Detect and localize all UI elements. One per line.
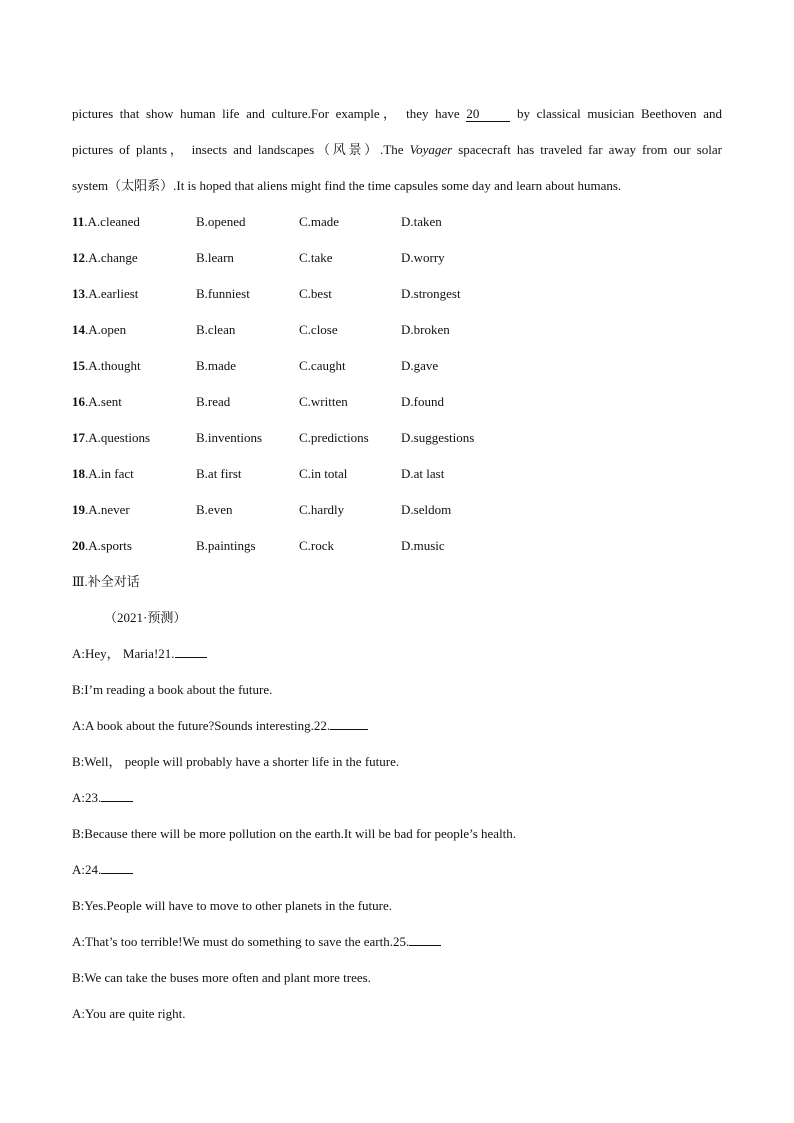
question-number: 18 bbox=[72, 466, 85, 481]
question-number: 11 bbox=[72, 214, 85, 229]
dialogue-line bbox=[72, 672, 722, 708]
passage-line-2 bbox=[72, 132, 722, 168]
option-c: C.hardly bbox=[299, 502, 345, 517]
dialogue-line bbox=[72, 636, 722, 672]
dialogue-line bbox=[72, 744, 722, 780]
option-a bbox=[72, 240, 138, 276]
option-a bbox=[72, 276, 138, 312]
option-b: B.learn bbox=[196, 250, 234, 265]
question-number: 15 bbox=[72, 358, 85, 373]
option-d: D.at last bbox=[401, 466, 445, 481]
option-a bbox=[72, 492, 130, 528]
dialogue-text: A:24. bbox=[72, 862, 102, 877]
dialogue-line bbox=[72, 852, 722, 888]
option-a-text: .A.open bbox=[85, 322, 127, 337]
answer-blank bbox=[409, 935, 441, 946]
option-d: D.strongest bbox=[401, 286, 461, 301]
option-c: C.close bbox=[299, 322, 338, 337]
option-d: D.taken bbox=[401, 214, 442, 229]
dialogue-text: B:Well， people will probably have a shorter life in the future. bbox=[72, 754, 400, 769]
question-row bbox=[72, 456, 712, 492]
question-number: 12 bbox=[72, 250, 85, 265]
option-b: B.paintings bbox=[196, 538, 256, 553]
dialogue-text: A:That’s too terrible!We must do something to save the earth.25. bbox=[72, 934, 410, 949]
dialogue-text: A:Hey， Maria!21. bbox=[72, 646, 175, 661]
question-row bbox=[72, 348, 712, 384]
dialogue-line bbox=[72, 708, 722, 744]
option-c: C.caught bbox=[299, 358, 346, 373]
voyager-italic-text: Voyager bbox=[409, 142, 453, 157]
answer-blank bbox=[175, 647, 207, 658]
option-c: C.in total bbox=[299, 466, 348, 481]
option-a-text: .A.change bbox=[85, 250, 138, 265]
option-c: C.predictions bbox=[299, 430, 369, 445]
option-a bbox=[72, 312, 126, 348]
question-number: 13 bbox=[72, 286, 85, 301]
option-a bbox=[72, 348, 141, 384]
passage-text: pictures of plants， insects and landscapes（风景）.The bbox=[72, 142, 410, 157]
option-c: C.made bbox=[299, 214, 340, 229]
question-row bbox=[72, 276, 712, 312]
question-number: 16 bbox=[72, 394, 85, 409]
option-d: D.worry bbox=[401, 250, 445, 265]
dialogue-text: B:Because there will be more pollution on the earth.It will be bad for people’s health. bbox=[72, 826, 517, 841]
question-row bbox=[72, 420, 712, 456]
question-row bbox=[72, 204, 712, 240]
dialogue-text: A:A book about the future?Sounds interesting.22. bbox=[72, 718, 331, 733]
option-b: B.made bbox=[196, 358, 237, 373]
option-a bbox=[72, 456, 134, 492]
question-row bbox=[72, 312, 712, 348]
question-row bbox=[72, 384, 712, 420]
option-d: D.gave bbox=[401, 358, 439, 373]
option-a bbox=[72, 528, 132, 564]
option-d: D.found bbox=[401, 394, 444, 409]
dialogue-line bbox=[72, 780, 722, 816]
dialogue-text: B:Yes.People will have to move to other planets in the future. bbox=[72, 898, 393, 913]
option-d: D.suggestions bbox=[401, 430, 475, 445]
passage-text: pictures that show human life and culture.For example， they have bbox=[72, 106, 467, 121]
answer-blank-20: 20 bbox=[466, 107, 510, 122]
question-source: （2021·预测） bbox=[104, 610, 187, 625]
option-a-text: .A.cleaned bbox=[84, 214, 140, 229]
question-number: 20 bbox=[72, 538, 85, 553]
dialogue-text: B:We can take the buses more often and plant more trees. bbox=[72, 970, 371, 985]
dialogue-line bbox=[72, 924, 722, 960]
dialogue-line bbox=[72, 996, 722, 1032]
option-a-text: .A.sent bbox=[85, 394, 122, 409]
option-b: B.even bbox=[196, 502, 233, 517]
option-c: C.rock bbox=[299, 538, 335, 553]
question-row bbox=[72, 492, 712, 528]
passage-line-3: system（太阳系）.It is hoped that aliens might find the time capsules some day and learn about humans. bbox=[72, 178, 622, 193]
question-number: 14 bbox=[72, 322, 85, 337]
dialogue-line bbox=[72, 888, 722, 924]
option-b: B.inventions bbox=[196, 430, 263, 445]
passage-text: spacecraft has traveled far away from our solar bbox=[452, 142, 722, 157]
option-a-text: .A.questions bbox=[85, 430, 150, 445]
passage-line-1 bbox=[72, 96, 722, 132]
option-c: C.written bbox=[299, 394, 348, 409]
answer-blank bbox=[101, 863, 133, 874]
option-b: B.funniest bbox=[196, 286, 250, 301]
option-a-text: .A.earliest bbox=[85, 286, 139, 301]
question-number: 19 bbox=[72, 502, 85, 517]
option-a-text: .A.thought bbox=[85, 358, 141, 373]
dialogue-text: A:You are quite right. bbox=[72, 1006, 186, 1021]
option-b: B.at first bbox=[196, 466, 242, 481]
question-row bbox=[72, 528, 712, 564]
option-a-text: .A.in fact bbox=[85, 466, 134, 481]
option-c: C.best bbox=[299, 286, 332, 301]
option-a bbox=[72, 420, 150, 456]
option-a-text: .A.never bbox=[85, 502, 130, 517]
option-d: D.seldom bbox=[401, 502, 452, 517]
multiple-choice-options bbox=[72, 204, 712, 564]
option-a-text: .A.sports bbox=[85, 538, 132, 553]
option-a bbox=[72, 384, 122, 420]
dialogue-line bbox=[72, 816, 722, 852]
option-a bbox=[72, 204, 140, 240]
passage-paragraph bbox=[72, 96, 722, 204]
passage-text: by classical musician Beethoven and bbox=[510, 106, 722, 121]
dialogue-text: B:I’m reading a book about the future. bbox=[72, 682, 273, 697]
dialogue bbox=[72, 636, 722, 1032]
question-row bbox=[72, 240, 712, 276]
option-b: B.read bbox=[196, 394, 231, 409]
option-b: B.clean bbox=[196, 322, 236, 337]
option-b: B.opened bbox=[196, 214, 246, 229]
dialogue-line bbox=[72, 960, 722, 996]
question-number: 17 bbox=[72, 430, 85, 445]
dialogue-text: A:23. bbox=[72, 790, 102, 805]
option-d: D.music bbox=[401, 538, 445, 553]
section-title: Ⅲ.补全对话 bbox=[72, 574, 140, 589]
option-d: D.broken bbox=[401, 322, 450, 337]
answer-blank bbox=[101, 791, 133, 802]
option-c: C.take bbox=[299, 250, 333, 265]
answer-blank bbox=[330, 719, 368, 730]
